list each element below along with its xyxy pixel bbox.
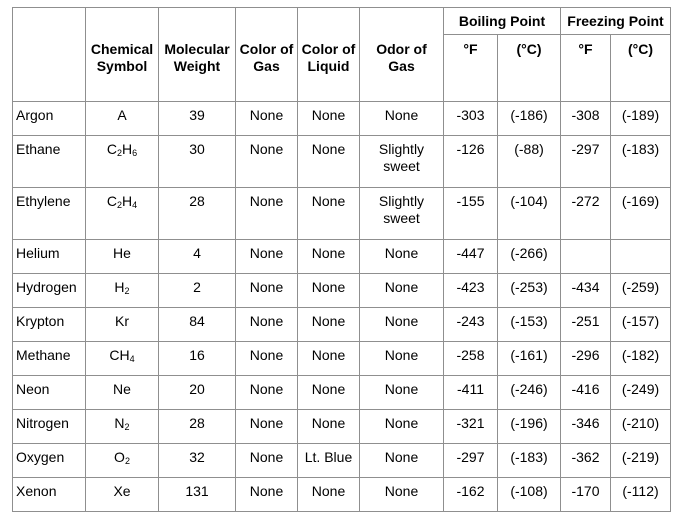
liquid-color-cell: None bbox=[298, 240, 360, 274]
element-name-cell: Krypton bbox=[13, 308, 86, 342]
gas-color-cell: None bbox=[236, 308, 298, 342]
odor-cell: None bbox=[360, 102, 444, 136]
symbol-text: CH bbox=[109, 347, 130, 363]
gas-color-cell: None bbox=[236, 376, 298, 410]
color-of-liquid-header: Color of Liquid bbox=[298, 35, 360, 102]
boiling-point-f-cell: -423 bbox=[444, 274, 498, 308]
freezing-point-c-cell: (-112) bbox=[611, 478, 671, 512]
boiling-point-f-cell: -447 bbox=[444, 240, 498, 274]
table-row bbox=[13, 240, 671, 274]
molecular-weight-cell: 32 bbox=[159, 444, 236, 478]
boiling-point-c-cell: (-108) bbox=[498, 478, 561, 512]
table-row bbox=[13, 188, 671, 240]
symbol-text: N bbox=[114, 415, 125, 431]
gas-color-cell: None bbox=[236, 478, 298, 512]
element-name-cell: Helium bbox=[13, 240, 86, 274]
boiling-point-f-cell: -303 bbox=[444, 102, 498, 136]
column-header-row bbox=[13, 35, 671, 102]
freezing-point-f-cell: -272 bbox=[561, 188, 611, 240]
freezing-point-c-cell: (-249) bbox=[611, 376, 671, 410]
element-name-cell: Argon bbox=[13, 102, 86, 136]
molecular-weight-cell: 84 bbox=[159, 308, 236, 342]
odor-cell: None bbox=[360, 240, 444, 274]
freezing-point-c-cell: (-189) bbox=[611, 102, 671, 136]
symbol-text: H bbox=[122, 141, 133, 157]
odor-of-gas-header: Odor of Gas bbox=[360, 35, 444, 102]
chemical-symbol-cell bbox=[86, 478, 159, 512]
boiling-point-group-header: Boiling Point bbox=[444, 8, 561, 35]
symbol-subscript: 2 bbox=[116, 200, 122, 210]
boiling-point-c-cell: (-266) bbox=[498, 240, 561, 274]
odor-cell: None bbox=[360, 478, 444, 512]
liquid-color-cell: Lt. Blue bbox=[298, 444, 360, 478]
symbol-subscript: 4 bbox=[132, 200, 138, 210]
symbol-subscript: 6 bbox=[132, 148, 138, 158]
freezing-point-c-cell: (-169) bbox=[611, 188, 671, 240]
molecular-weight-cell: 20 bbox=[159, 376, 236, 410]
odor-cell: None bbox=[360, 376, 444, 410]
gas-color-cell: None bbox=[236, 136, 298, 188]
symbol-text: C bbox=[106, 193, 117, 209]
chemical-symbol-cell bbox=[86, 188, 159, 240]
color-of-gas-header: Color of Gas bbox=[236, 35, 298, 102]
freezing-point-c-cell: (-210) bbox=[611, 410, 671, 444]
table-row bbox=[13, 444, 671, 478]
header-corner-cell bbox=[13, 8, 86, 35]
molecular-weight-cell: 28 bbox=[159, 410, 236, 444]
freezing-point-c-cell: (-259) bbox=[611, 274, 671, 308]
molecular-weight-cell: 30 bbox=[159, 136, 236, 188]
freezing-point-c-cell bbox=[611, 240, 671, 274]
freezing-point-f-cell: -308 bbox=[561, 102, 611, 136]
table-row bbox=[13, 342, 671, 376]
chemical-symbol-cell bbox=[86, 410, 159, 444]
chemical-symbol-cell bbox=[86, 308, 159, 342]
molecular-weight-header: Molecular Weight bbox=[159, 35, 236, 102]
chemical-symbol-cell bbox=[86, 102, 159, 136]
element-name-cell: Methane bbox=[13, 342, 86, 376]
element-name-cell: Nitrogen bbox=[13, 410, 86, 444]
boiling-point-c-cell: (-183) bbox=[498, 444, 561, 478]
gas-color-cell: None bbox=[236, 240, 298, 274]
element-name-cell: Xenon bbox=[13, 478, 86, 512]
chemical-symbol-header: Chemical Symbol bbox=[86, 35, 159, 102]
liquid-color-cell: None bbox=[298, 342, 360, 376]
freezing-point-f-cell: -362 bbox=[561, 444, 611, 478]
freezing-point-c-header: (°C) bbox=[611, 35, 671, 102]
chemical-symbol-cell bbox=[86, 444, 159, 478]
gas-color-cell: None bbox=[236, 444, 298, 478]
liquid-color-cell: None bbox=[298, 136, 360, 188]
header-blank-cell bbox=[236, 8, 298, 35]
gas-color-cell: None bbox=[236, 342, 298, 376]
freezing-point-f-cell: -297 bbox=[561, 136, 611, 188]
symbol-subscript: 2 bbox=[116, 148, 122, 158]
odor-cell: None bbox=[360, 410, 444, 444]
odor-cell: Slightly sweet bbox=[360, 188, 444, 240]
chemical-symbol-cell bbox=[86, 274, 159, 308]
molecular-weight-cell: 2 bbox=[159, 274, 236, 308]
molecular-weight-cell: 131 bbox=[159, 478, 236, 512]
element-name-cell: Ethane bbox=[13, 136, 86, 188]
table-row bbox=[13, 102, 671, 136]
liquid-color-cell: None bbox=[298, 188, 360, 240]
gas-color-cell: None bbox=[236, 188, 298, 240]
symbol-text: H bbox=[122, 193, 133, 209]
boiling-point-f-cell: -297 bbox=[444, 444, 498, 478]
liquid-color-cell: None bbox=[298, 410, 360, 444]
molecular-weight-cell: 28 bbox=[159, 188, 236, 240]
liquid-color-cell: None bbox=[298, 274, 360, 308]
header-blank-cell bbox=[360, 8, 444, 35]
symbol-text: He bbox=[113, 245, 131, 261]
boiling-point-c-cell: (-161) bbox=[498, 342, 561, 376]
gas-color-cell: None bbox=[236, 410, 298, 444]
freezing-point-f-cell: -251 bbox=[561, 308, 611, 342]
chemical-symbol-cell bbox=[86, 240, 159, 274]
table-row bbox=[13, 376, 671, 410]
header-blank-cell bbox=[298, 8, 360, 35]
boiling-point-f-cell: -162 bbox=[444, 478, 498, 512]
table-row bbox=[13, 478, 671, 512]
boiling-point-f-cell: -258 bbox=[444, 342, 498, 376]
element-name-cell: Oxygen bbox=[13, 444, 86, 478]
boiling-point-c-cell: (-88) bbox=[498, 136, 561, 188]
odor-cell: Slightly sweet bbox=[360, 136, 444, 188]
boiling-point-c-cell: (-104) bbox=[498, 188, 561, 240]
gas-properties-table bbox=[12, 7, 671, 512]
header-name-cell bbox=[13, 35, 86, 102]
boiling-point-f-cell: -155 bbox=[444, 188, 498, 240]
symbol-subscript: 4 bbox=[129, 354, 135, 364]
odor-cell: None bbox=[360, 274, 444, 308]
symbol-text: C bbox=[106, 141, 117, 157]
symbol-text: Xe bbox=[113, 483, 131, 499]
boiling-point-c-cell: (-196) bbox=[498, 410, 561, 444]
freezing-point-c-cell: (-182) bbox=[611, 342, 671, 376]
liquid-color-cell: None bbox=[298, 102, 360, 136]
symbol-text: Kr bbox=[115, 313, 129, 329]
boiling-point-f-cell: -126 bbox=[444, 136, 498, 188]
boiling-point-c-cell: (-253) bbox=[498, 274, 561, 308]
element-name-cell: Neon bbox=[13, 376, 86, 410]
liquid-color-cell: None bbox=[298, 478, 360, 512]
freezing-point-f-header: °F bbox=[561, 35, 611, 102]
header-blank-cell bbox=[86, 8, 159, 35]
freezing-point-group-header: Freezing Point bbox=[561, 8, 671, 35]
symbol-subscript: 2 bbox=[124, 286, 130, 296]
freezing-point-c-cell: (-219) bbox=[611, 444, 671, 478]
freezing-point-f-cell: -296 bbox=[561, 342, 611, 376]
symbol-text: H bbox=[114, 279, 125, 295]
symbol-text: A bbox=[117, 107, 127, 123]
boiling-point-c-header: (°C) bbox=[498, 35, 561, 102]
liquid-color-cell: None bbox=[298, 308, 360, 342]
boiling-point-f-cell: -321 bbox=[444, 410, 498, 444]
gas-color-cell: None bbox=[236, 102, 298, 136]
header-group-row bbox=[13, 8, 671, 35]
freezing-point-f-cell: -434 bbox=[561, 274, 611, 308]
boiling-point-c-cell: (-153) bbox=[498, 308, 561, 342]
symbol-subscript: 2 bbox=[124, 422, 130, 432]
table-row bbox=[13, 308, 671, 342]
molecular-weight-cell: 16 bbox=[159, 342, 236, 376]
freezing-point-f-cell: -170 bbox=[561, 478, 611, 512]
chemical-symbol-cell bbox=[86, 342, 159, 376]
boiling-point-f-cell: -411 bbox=[444, 376, 498, 410]
symbol-subscript: 2 bbox=[124, 456, 130, 466]
table-row bbox=[13, 274, 671, 308]
odor-cell: None bbox=[360, 308, 444, 342]
table-row bbox=[13, 136, 671, 188]
chemical-symbol-cell bbox=[86, 376, 159, 410]
boiling-point-c-cell: (-246) bbox=[498, 376, 561, 410]
boiling-point-c-cell: (-186) bbox=[498, 102, 561, 136]
element-name-cell: Hydrogen bbox=[13, 274, 86, 308]
gas-color-cell: None bbox=[236, 274, 298, 308]
freezing-point-c-cell: (-183) bbox=[611, 136, 671, 188]
freezing-point-f-cell: -416 bbox=[561, 376, 611, 410]
liquid-color-cell: None bbox=[298, 376, 360, 410]
freezing-point-c-cell: (-157) bbox=[611, 308, 671, 342]
symbol-text: O bbox=[114, 449, 125, 465]
table-row bbox=[13, 410, 671, 444]
table-body bbox=[13, 102, 671, 512]
boiling-point-f-header: °F bbox=[444, 35, 498, 102]
symbol-text: Ne bbox=[113, 381, 131, 397]
header-blank-cell bbox=[159, 8, 236, 35]
molecular-weight-cell: 4 bbox=[159, 240, 236, 274]
gas-properties-table-container bbox=[12, 7, 671, 512]
freezing-point-f-cell: -346 bbox=[561, 410, 611, 444]
chemical-symbol-cell bbox=[86, 136, 159, 188]
molecular-weight-cell: 39 bbox=[159, 102, 236, 136]
element-name-cell: Ethylene bbox=[13, 188, 86, 240]
boiling-point-f-cell: -243 bbox=[444, 308, 498, 342]
odor-cell: None bbox=[360, 444, 444, 478]
odor-cell: None bbox=[360, 342, 444, 376]
freezing-point-f-cell bbox=[561, 240, 611, 274]
